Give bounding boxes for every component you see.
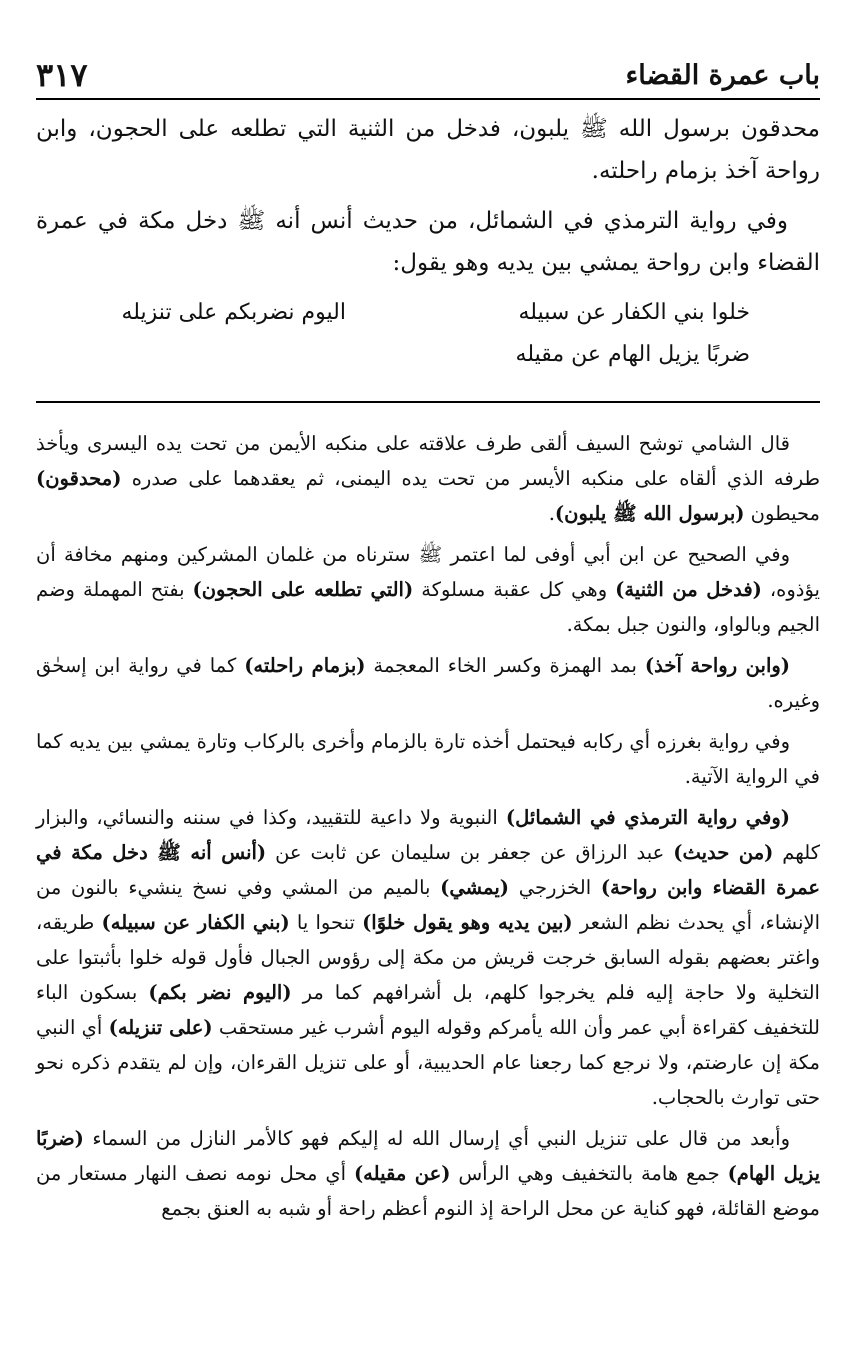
verse-line: [36, 334, 750, 376]
verse-hemistich: ضربًا يزيل الهام عن مقيله: [515, 342, 750, 367]
header-rule: [36, 98, 820, 100]
commentary-divider: [36, 401, 820, 403]
keyword: (فدخل من الثنية): [615, 578, 762, 601]
verse-hemistich: خلوا بني الكفار عن سبيله: [518, 300, 750, 325]
commentary-text-run: النبوية ولا داعية للتقييد، وكذا في سننه والنسائي، والبزار كلهم: [36, 806, 821, 864]
commentary-paragraph: [36, 648, 820, 718]
commentary-text-run: محيطون: [744, 502, 820, 525]
commentary-text-run: أي محل نومه نصف النهار مستعار من موضع القائلة، فهو كناية عن محل الراحة إذ النوم أعظم راحة أو شبه به العنق بجمع: [36, 1162, 820, 1220]
commentary-text-run: جمع هامة بالتخفيف وهي الرأس: [450, 1162, 728, 1185]
commentary-paragraph: [36, 1121, 820, 1226]
main-paragraph: محدقون برسول الله ﷺ يلبون، فدخل من الثنية التي تطلعه على الحجون، وابن رواحة آخذ بزمام راحلته.: [36, 116, 820, 184]
keyword: (بين يديه وهو يقول خلوًا): [362, 911, 573, 934]
commentary-text-run: تنحوا يا: [289, 911, 363, 934]
commentary-text-run: بالميم من المشي وفي نسخ ينشيء بالنون من الإنشاء، أي يحدث نظم الشعر: [36, 876, 821, 934]
verse-line: [36, 292, 750, 334]
commentary-paragraph: وفي رواية بغرزه أي ركابه فيحتمل أخذه تارة بالزمام وأخرى بالركاب وتارة يمشي بين يديه كما في الرواية الآتية.: [36, 730, 820, 788]
commentary-text-run: وأبعد من قال على تنزيل النبي أي إرسال الله له إليكم فهو كالأمر النازل من السماء: [83, 1127, 790, 1150]
commentary-text-run: بسكون الباء للتخفيف كقراءة أبي عمر وأن الله يأمركم وقوله اليوم أشرب غير مستحقب: [36, 981, 820, 1039]
commentary-text-run: أي النبي مكة إن عارضتم، ولا نرجع كما رجعنا عام الحديبية، أو على تنزيل القرءان، وإن لم يتقدم ذكره نحو حتى توارث بالحجاب.: [36, 1016, 820, 1109]
commentary-text-run: .: [548, 502, 555, 525]
keyword: (بني الكفار عن سبيله): [101, 911, 290, 934]
commentary-text-run: قال الشامي توشح السيف ألقى طرف علاقته على منكبه الأيمن من تحت يده اليسرى ويأخذ طرفه الذي ألقاه على منكبه الأيسر من تحت يده اليمنى، ثم يعقدهما على صدره: [36, 432, 820, 490]
page-header: [36, 50, 820, 100]
commentary-paragraph: [36, 426, 820, 531]
commentary-text-run: طريقه، واغتر بعضهم بقوله السابق خرجت قريش من مكة إلى رؤوس الجبال فأول قوله خلوا بأثبتوا على التخلية ولا حاجة إليه فلم يخرجوا كلهم، بل أشرافهم كما مر: [36, 911, 820, 1004]
commentary-text-run: بمد الهمزة وكسر الخاء المعجمة: [365, 654, 645, 677]
chapter-title: باب عمرة القضاء: [625, 60, 820, 91]
keyword: (ضربًا يزيل الهام): [36, 1127, 821, 1185]
commentary-text-run: الخزرجي: [508, 876, 601, 899]
commentary-text-run: بفتح المهملة وضم الجيم وبالواو، والنون جبل بمكة.: [36, 578, 820, 636]
keyword: (التي تطلعه على الحجون): [192, 578, 414, 601]
keyword: (وابن رواحة آخذ): [644, 654, 790, 677]
keyword: (محدقون): [36, 467, 122, 490]
commentary-text-run: وفي الصحيح عن ابن أبي أوفى لما اعتمر ﷺ سترناه من غلمان المشركين ومنهم مخافة أن يؤذوه،: [36, 543, 820, 601]
keyword: (على تنزيله): [108, 1016, 213, 1039]
commentary-text-run: وهي كل عقبة مسلوكة: [413, 578, 616, 601]
keyword: (برسول الله ﷺ يلبون): [554, 502, 745, 525]
keyword: (من حديث): [673, 841, 774, 864]
keyword: (وفي رواية الترمذي في الشمائل): [505, 806, 790, 829]
main-text: [36, 108, 820, 376]
commentary-paragraph: [36, 800, 820, 1115]
commentary-paragraph: [36, 537, 820, 642]
main-paragraph: وفي رواية الترمذي في الشمائل، من حديث أنس أنه ﷺ دخل مكة في عمرة القضاء وابن رواحة يمشي بين يديه وهو يقول:: [36, 208, 820, 276]
keyword: (اليوم نضر بكم): [148, 981, 292, 1004]
keyword: (أنس أنه ﷺ دخل مكة في عمرة القضاء وابن رواحة): [36, 841, 821, 899]
commentary-text-run: كما في رواية ابن إسحٰق وغيره.: [36, 654, 820, 712]
commentary-text-run: عبد الرزاق عن جعفر بن سليمان عن ثابت عن: [266, 841, 674, 864]
keyword: (بزمام راحلته): [244, 654, 366, 677]
keyword: (عن مقيله): [353, 1162, 451, 1185]
page-number: ٣١٧: [36, 56, 88, 94]
verse-hemistich-empty: [36, 334, 346, 376]
verse-hemistich: اليوم نضربكم على تنزيله: [121, 300, 346, 325]
keyword: (يمشي): [440, 876, 509, 899]
poem-verse: [36, 292, 750, 376]
commentary-text: [36, 426, 820, 1232]
